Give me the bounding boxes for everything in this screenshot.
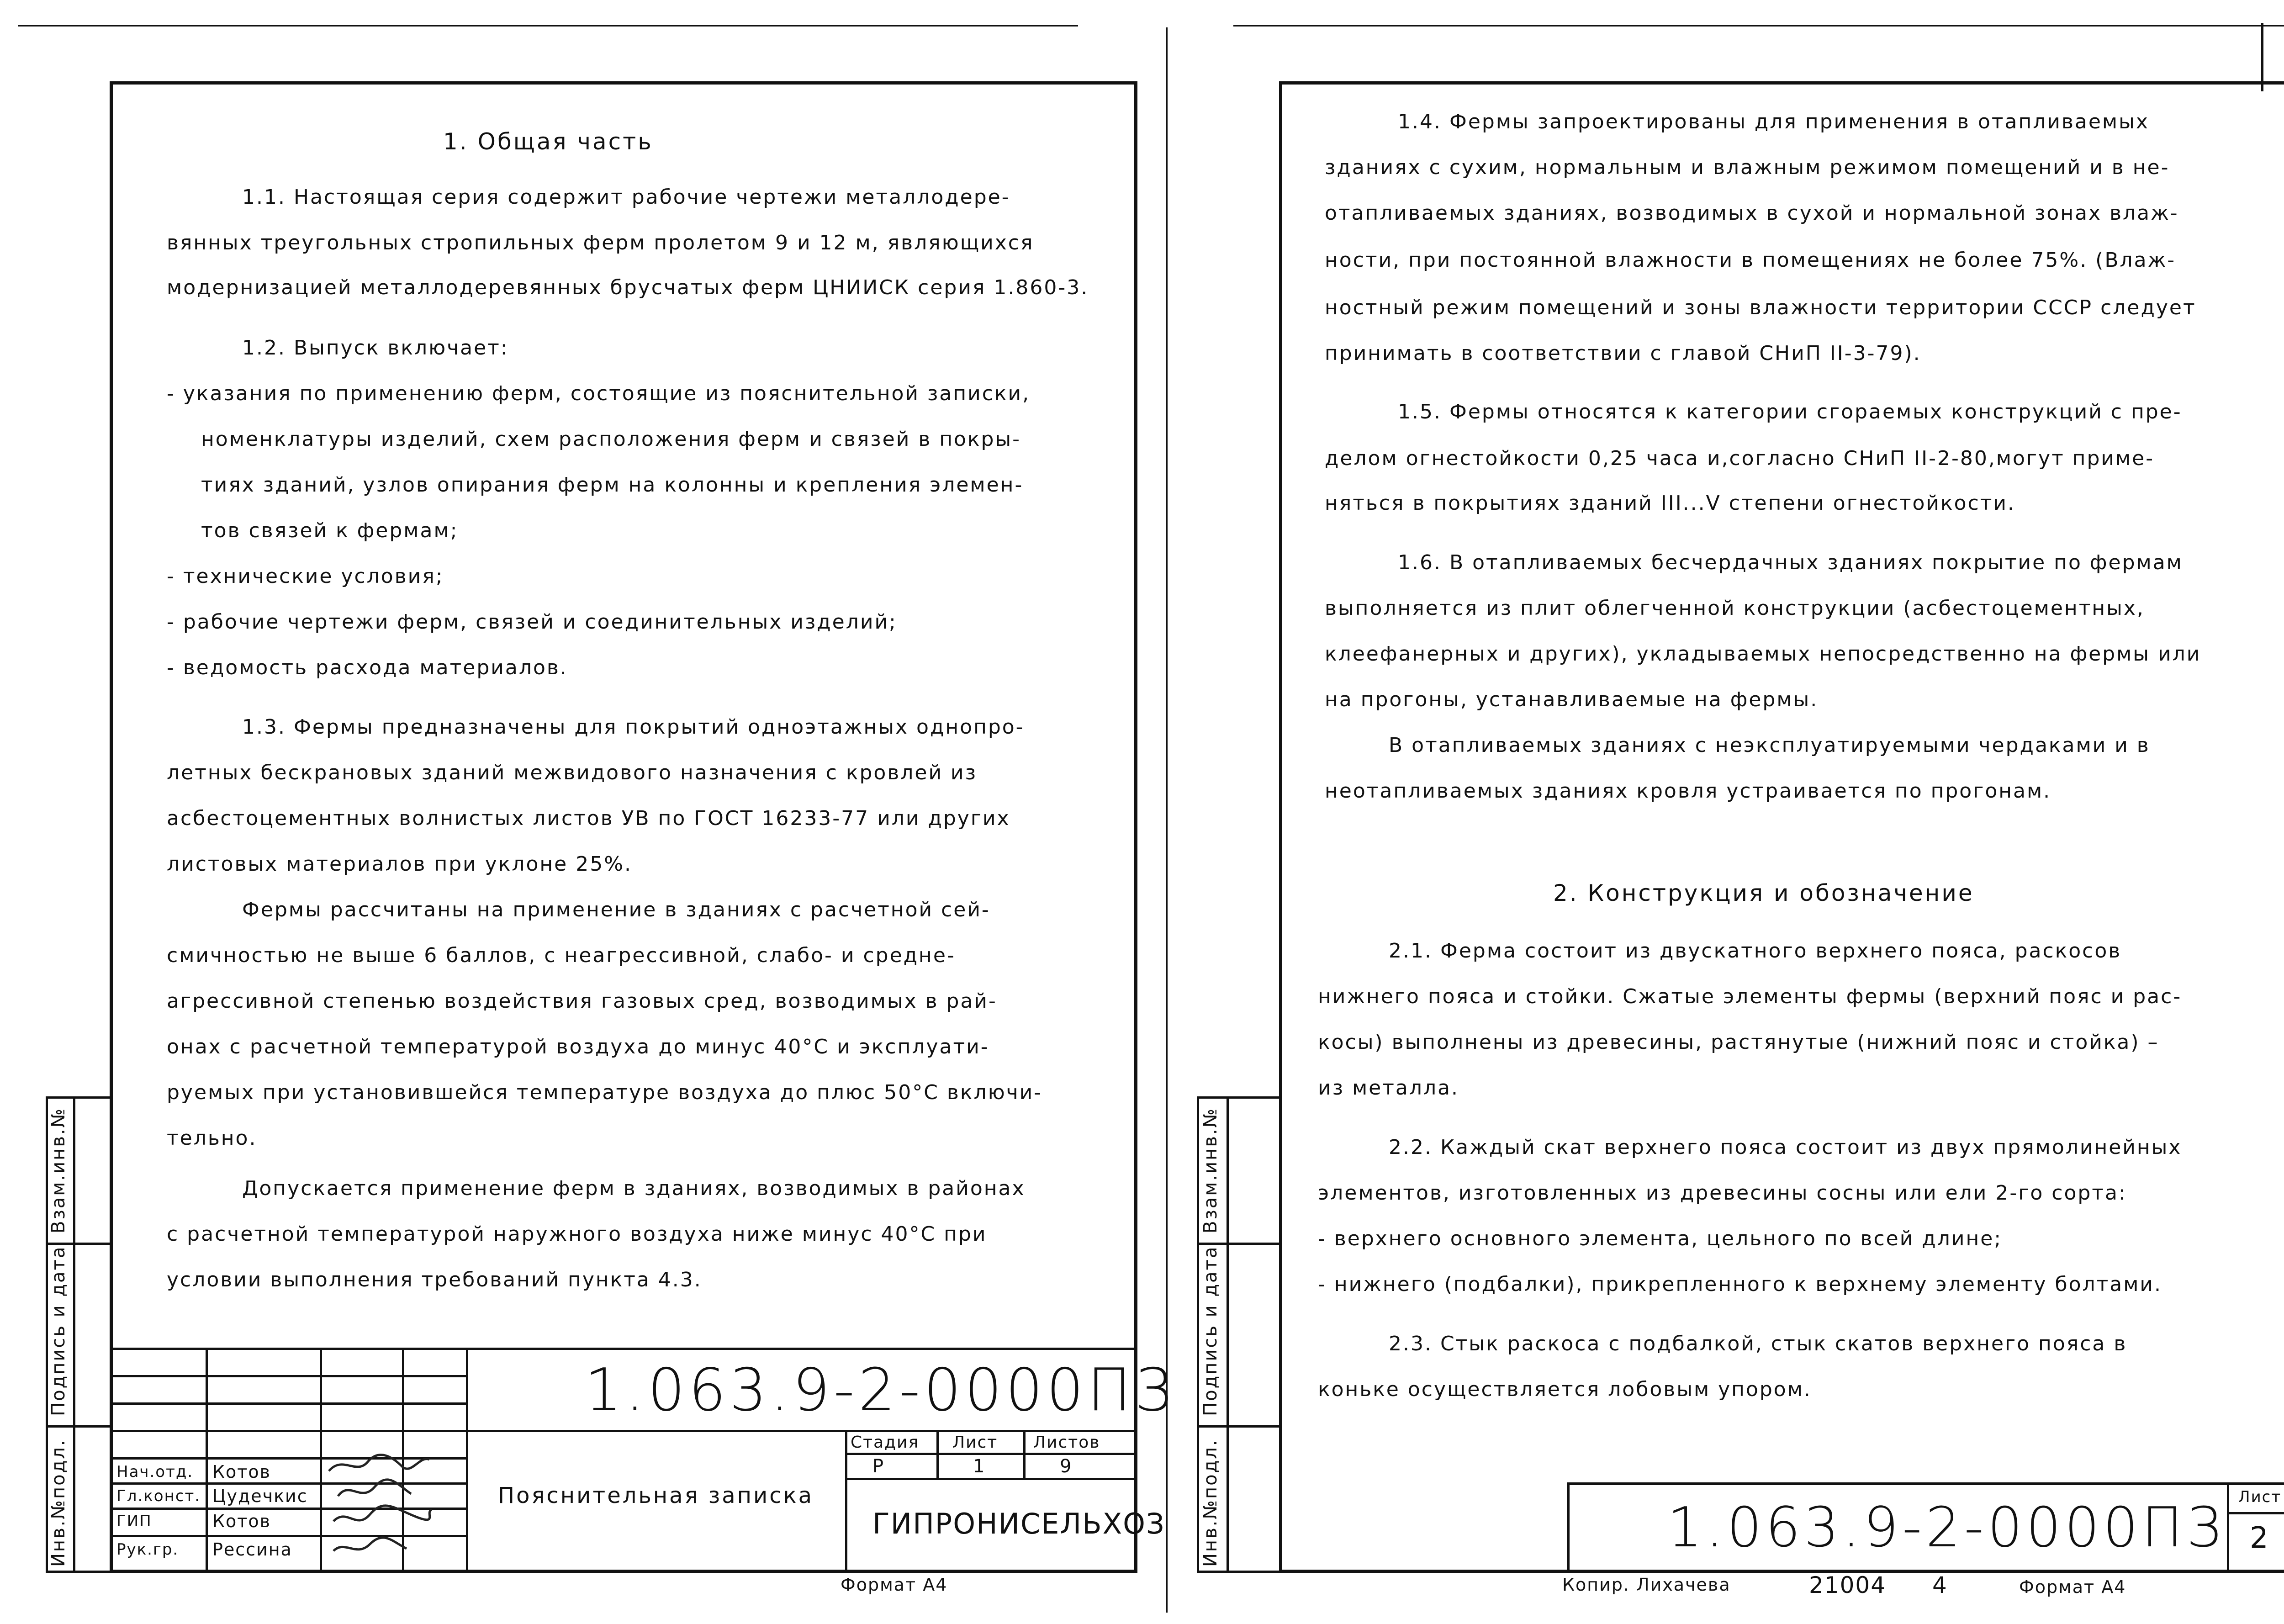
side-label-sign: Подпись и дата — [48, 1245, 69, 1416]
stage-value: Р — [872, 1456, 885, 1477]
role-label: Гл.конст. — [116, 1487, 201, 1505]
order-sheet: 4 — [1932, 1572, 1948, 1598]
text-line: Фермы рассчитаны на применение в зданиях с расчетной сей- — [242, 898, 990, 921]
text-line: условии выполнения требований пункта 4.3. — [167, 1268, 702, 1291]
text-line: 1.3. Фермы предназначены для покрытий одноэтажных однопро- — [242, 715, 1025, 739]
person-name: Цудечкис — [212, 1486, 308, 1506]
copier: Копир. Лихачева — [1562, 1575, 1731, 1595]
text-line: тельно. — [167, 1127, 257, 1150]
text-line: 2.2. Каждый скат верхнего пояса состоит из двух прямолинейных — [1389, 1136, 2182, 1159]
org-name: ГИПРОНИСЕЛЬХОЗ — [872, 1507, 1165, 1540]
text-line: - рабочие чертежи ферм, связей и соединительных изделий; — [167, 610, 897, 634]
text-line: 2.1. Ферма состоит из двускатного верхнего пояса, раскосов — [1389, 939, 2122, 963]
text-line: смичностью не выше 6 баллов, с неагрессивной, слабо- и средне- — [167, 944, 956, 967]
text-line: ности, при постоянной влажности в помещениях не более 75%. (Влаж- — [1325, 249, 2176, 272]
text-line: онах с расчетной температурой воздуха до минус 40°С и эксплуати- — [167, 1035, 989, 1058]
text-line: летных бескрановых зданий межвидового назначения с кровлей из — [167, 761, 978, 784]
text-line: руемых при установившейся температуре воздуха до плюс 50°С включи- — [167, 1081, 1043, 1104]
text-line: 1.1. Настоящая серия содержит рабочие чертежи металлодере- — [242, 185, 1010, 209]
left-heading: 1. Общая часть — [443, 128, 653, 155]
text-line: В отапливаемых зданиях с неэксплуатируемыми чердаками и в — [1389, 734, 2150, 757]
text-line: 2.3. Стык раскоса с подбалкой, стык скатов верхнего пояса в — [1389, 1332, 2127, 1355]
col-sheets-label: Листов — [1033, 1433, 1100, 1452]
role-label: Нач.отд. — [116, 1463, 194, 1481]
text-line: вянных треугольных стропильных ферм пролетом 9 и 12 м, являющихся — [167, 231, 1034, 254]
text-line: агрессивной степенью воздействия газовых сред, возводимых в рай- — [167, 989, 997, 1013]
text-line: асбестоцементных волнистых листов УВ по ГОСТ 16233-77 или других — [167, 807, 1010, 830]
order-no: 21004 — [1809, 1572, 1887, 1598]
text-line: 1.2. Выпуск включает: — [242, 336, 509, 360]
text-line: отапливаемых зданиях, возводимых в сухой и нормальной зонах влаж- — [1325, 201, 2179, 225]
text-line: с расчетной температурой наружного воздуха ниже минус 40°С при — [167, 1222, 987, 1246]
col-sheet-label: Лист — [952, 1433, 998, 1452]
sheets-value: 9 — [1060, 1456, 1073, 1477]
role-label: Рук.гр. — [116, 1540, 179, 1559]
text-line: листовых материалов при уклоне 25%. — [167, 852, 633, 876]
text-line: из металла. — [1318, 1076, 1459, 1100]
text-line: - нижнего (подбалки), прикрепленного к верхнему элементу болтами. — [1318, 1273, 2162, 1296]
text-line: 1.5. Фермы относятся к категории сгораемых конструкций с пре- — [1398, 400, 2182, 423]
text-line: модернизацией металлодеревянных брусчатых ферм ЦНИИСК серия 1.860-3. — [167, 276, 1089, 299]
text-line: 1.4. Фермы запроектированы для применения в отапливаемых — [1398, 110, 2149, 133]
right-doc-code: 1.063.9-2-0000ПЗ — [1667, 1496, 2225, 1560]
text-line: делом огнестойкости 0,25 часа и,согласно СНиП II-2-80,могут приме- — [1325, 447, 2155, 470]
text-line: номенклатуры изделий, схем расположения ферм и связей в покры- — [201, 428, 1021, 451]
sheet-value: 1 — [973, 1456, 986, 1477]
text-line: - технические условия; — [167, 565, 444, 588]
top-rule — [18, 25, 1078, 26]
text-line: косы) выполнены из древесины, растянутые (нижний пояс и стойка) – — [1318, 1031, 2159, 1054]
text-line: - указания по применению ферм, состоящие из пояснительной записки, — [167, 382, 1031, 405]
text-line: тов связей к фермам; — [201, 519, 459, 542]
side-label-replace: Взам.инв.№ — [48, 1107, 69, 1233]
side-label-sign: Подпись и дата — [1200, 1245, 1221, 1416]
col-stage-label: Стадия — [851, 1433, 920, 1452]
text-line: зданиях с сухим, нормальным и влажным режимом помещений и в не- — [1325, 156, 2170, 179]
text-line: - ведомость расхода материалов. — [167, 656, 568, 679]
left-doc-code: 1.063.9-2-0000ПЗ — [585, 1356, 1176, 1424]
text-line: - верхнего основного элемента, цельного по всей длине; — [1318, 1227, 2003, 1250]
right-sheet-value: 2 — [2250, 1521, 2270, 1555]
person-name: Котов — [212, 1462, 271, 1482]
side-label-replace: Взам.инв.№ — [1200, 1107, 1221, 1233]
text-line: элементов, изготовленных из древесины сосны или ели 2-го сорта: — [1318, 1181, 2127, 1205]
text-line: няться в покрытиях зданий III...V степени огнестойкости. — [1325, 492, 2015, 515]
text-line: тиях зданий, узлов опирания ферм на колонны и крепления элемен- — [201, 473, 1024, 497]
person-name: Рессина — [212, 1539, 292, 1560]
doc-title: Пояснительная записка — [498, 1483, 814, 1508]
signature-icon — [324, 1453, 434, 1571]
text-line: коньке осуществляется лобовым упором. — [1318, 1378, 1812, 1401]
text-line: клеефанерных и других), укладываемых непосредственно на фермы или — [1325, 642, 2201, 666]
side-label-inv: Инв.№подл. — [48, 1439, 69, 1567]
text-line: неотапливаемых зданиях кровля устраивается по прогонам. — [1325, 779, 2051, 803]
left-format: Формат А4 — [841, 1575, 948, 1595]
top-rule-right — [1233, 25, 2284, 26]
right-format: Формат А4 — [2019, 1577, 2126, 1597]
text-line: выполняется из плит облегченной конструкции (асбестоцементных, — [1325, 597, 2145, 620]
person-name: Котов — [212, 1511, 271, 1531]
text-line: на прогоны, устанавливаемые на фермы. — [1325, 688, 1819, 711]
text-line: нижнего пояса и стойки. Сжатые элементы фермы (верхний пояс и рас- — [1318, 985, 2182, 1008]
right-heading: 2. Конструкция и обозначение — [1553, 880, 1974, 906]
role-label: ГИП — [116, 1512, 152, 1530]
side-label-inv: Инв.№подл. — [1200, 1439, 1221, 1567]
text-line: 1.6. В отапливаемых бесчердачных зданиях покрытие по фермам — [1398, 551, 2183, 574]
text-line: Допускается применение ферм в зданиях, возводимых в районах — [242, 1177, 1026, 1200]
text-line: принимать в соответствии с главой СНиП II-3-79). — [1325, 342, 1921, 365]
right-sheet-label: Лист — [2238, 1488, 2282, 1506]
text-line: ностный режим помещений и зоны влажности территории СССР следует — [1325, 296, 2196, 319]
